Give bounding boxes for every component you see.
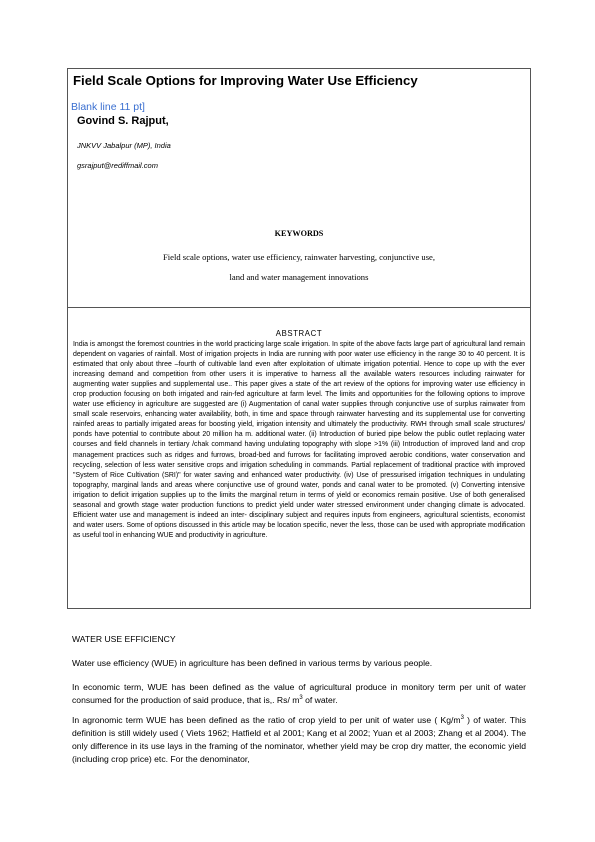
author-name: Govind S. Rajput, <box>77 115 169 127</box>
abstract-block <box>67 307 531 609</box>
paragraph-3-rest: ) of water. This definition is still widely used ( Viets 1962; Hatfield et al 2001; Kang et al 2002; Yuan et al 2003; Zhang et al 2004). The only difference in its use lays in the framing of the nominator, whether yield may be crop dry matter, the economic yield (including crop price) etc. For the denominator, <box>72 715 526 764</box>
paragraph-2-end: of water. <box>302 695 338 705</box>
keywords-heading: KEYWORDS <box>274 229 324 238</box>
paragraph-2 <box>72 681 526 707</box>
paragraph-3-start: In agronomic term WUE has been defined as the ratio of crop yield to per unit of water use ( Kg/m <box>72 715 461 725</box>
paragraph-3 <box>72 714 526 766</box>
abstract-heading: ABSTRACT <box>275 329 323 338</box>
abstract-body: India is amongst the foremost countries in the world practicing large scale irrigation. In spite of the above facts large part of agricultural land remain dependent on vagaries of rainfall. Most of irrigation projects in India are running with poor water use efficiency in the range 30 to 40 percent. It is estimated that only about three –fourth of cultivable land even after exploitation of ultimate irrigation potential. Hence to cope up with the ever increasing demand and competition from other users it is imperative to harness all the available waters resources including rainwater for augmenting water supplies and supplemental use.. This paper gives a state of the art review of the options for improving water use efficiency in crop production focusing on both irrigated and rain-fed agriculture at farm level. The limits and opportunities for the following options to improve water use efficiency in agriculture are suggested are (i) Augmentation of canal water supplies through conjunctive use of surplus rainwater from small scale reservoirs, enhancing water availability, both, in time and space through rainwater harvesting and its supplemental use for converting rainfed areas to partially irrigated areas for boosting yield, irrigation intensity and ultimately the productivity. RWH through small scale structures/ ponds have potential to contribute about 20 million ha m. additional water. (ii) Introduction of buried pipe below the public outlet replacing water courses and field channels in tertiary /chak command having undulating topography with slope >1% (iii) Introduction of improved land and crop management practices such as ridges and furrows, broad-bed and furrows for facilitating improved aerobic conditions, water conservation and recycling, selection of less water sensitive crops and irrigation scheduling in commands. Partial replacement of traditional practice with improved "System of Rice Cultivation (SRI)" for water saving and enhanced water productivity. (iv) Use of pressurised irrigation techniques in undulating topography, marginal lands and areas where conjunctive use of ground water, ponds and canal water to be promoted. (v) Converting intensive irrigation to deficit irrigation supplies up to the limits the marginal return in terms of yield or economics remain positive. Use of both generalised seasonal and growth stage water production functions to predict yield under water stressed environment under changing climate is advocated. Efficient water use and management is indeed an inter- disciplinary subject and requires inputs from engineers, agricultural scientists, economist and water users. Some of options discussed in this article may be location specific, never the less, those can be used with appropriate modification as useful tool in enhancing WUE and productivity in agriculture. <box>73 341 525 539</box>
paper-title: Field Scale Options for Improving Water Use Efficiency <box>73 73 418 88</box>
paragraph-2-superscript: 3 <box>299 695 303 702</box>
paragraph-2-text: In economic term, WUE has been defined as the value of agricultural produce in monitory term per unit of water consumed for the production of said produce, that is,. Rs/ m <box>72 682 526 705</box>
title-block <box>67 68 531 308</box>
author-affiliation: JNKVV Jabalpur (MP), India <box>77 141 171 150</box>
section-heading: WATER USE EFFICIENCY <box>72 634 176 644</box>
author-email: gsrajput@rediffmail.com <box>77 161 158 170</box>
paragraph-1: Water use efficiency (WUE) in agriculture has been defined in various terms by various people. <box>72 658 433 668</box>
keywords-line-2: land and water management innovations <box>229 272 369 282</box>
blank-line-note: Blank line 11 pt] <box>71 101 145 113</box>
paragraph-3-superscript: 3 <box>460 715 464 722</box>
keywords-line-1: Field scale options, water use efficiency, rainwater harvesting, conjunctive use, <box>162 252 436 262</box>
